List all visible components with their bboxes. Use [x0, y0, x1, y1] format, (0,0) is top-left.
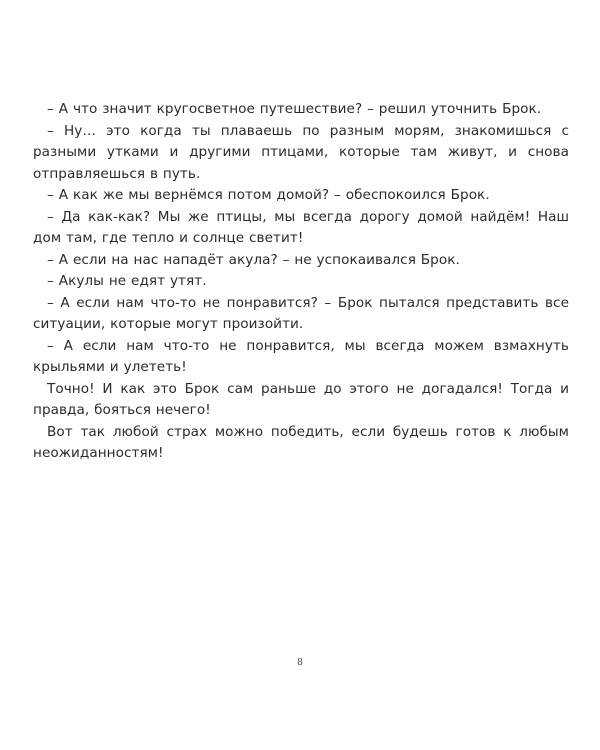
paragraph-9: Точно! И как это Брок сам раньше до этого не догадался! Тогда и правда, бояться нечего!	[33, 380, 569, 418]
paragraph-4: – Да как-как? Мы же птицы, мы всегда дорогу домой найдём! Наш дом там, где тепло и солнце светит!	[33, 208, 569, 246]
story-text	[33, 99, 569, 465]
paragraph-10: Вот так любой страх можно победить, если будешь готов к любым неожиданностям!	[33, 423, 569, 461]
paragraph-5: – А если на нас нападёт акула? – не успокаивался Брок.	[47, 251, 460, 268]
paragraph-1: – А что значит кругосветное путешествие? – решил уточнить Брок.	[47, 101, 542, 117]
page-number: 8	[297, 658, 303, 668]
paragraph-7: – А если нам что-то не понравится? – Брок пытался представить все ситуации, которые могут произойти.	[33, 294, 569, 332]
paragraph-3: – А как же мы вернёмся потом домой? – обеспокоился Брок.	[47, 187, 490, 203]
paragraph-6: – Акулы не едят утят.	[47, 273, 207, 289]
paragraph-8: – А если нам что-то не понравится, мы всегда можем взмахнуть крыльями и улететь!	[33, 337, 569, 375]
paragraph-2: – Ну… это когда ты плаваешь по разным морям, знакомишься с разными утками и другими птицами, которые там живут, и снова отправляешься в путь.	[33, 122, 569, 182]
